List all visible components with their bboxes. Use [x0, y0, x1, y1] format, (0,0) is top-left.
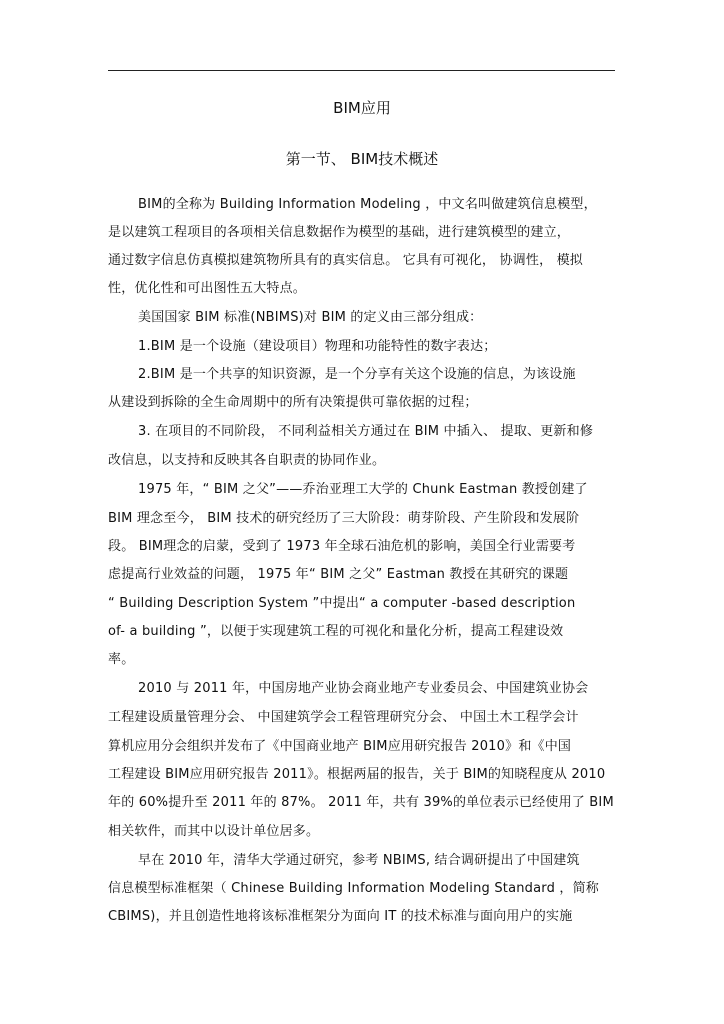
paragraph-line: “ Building Description System ”中提出“ a computer -based description	[108, 596, 576, 611]
paragraph-line: of- a building ”，以便于实现建筑工程的可视化和量化分析，提高工程建设效	[108, 624, 564, 639]
header-rule	[108, 70, 615, 71]
paragraph-line: 从建设到拆除的全生命周期中的所有决策提供可靠依据的过程；	[108, 395, 478, 410]
document-title: BIM应用	[333, 99, 391, 117]
paragraph-line: 工程建设质量管理分会、 中国建筑学会工程管理研究分会、 中国土木工程学会计	[108, 710, 579, 725]
paragraph-line: 相关软件，而其中以设计单位居多。	[108, 824, 320, 839]
paragraph-line: 工程建设 BIM应用研究报告 2011》。根据两届的报告，关于 BIM的知晓程度从 2010	[108, 767, 606, 782]
section-title: 第一节、 BIM技术概述	[285, 150, 439, 168]
paragraph-line: 虑提高行业效益的问题， 1975 年“ BIM 之父” Eastman 教授在其研究的课题	[108, 567, 569, 582]
paragraph-line: 通过数字信息仿真模拟建筑物所具有的真实信息。 它具有可视化， 协调性， 模拟	[108, 253, 583, 268]
paragraph-line: 年的 60%提升至 2011 年的 87%。 2011 年，共有 39%的单位表示已经使用了 BIM	[108, 795, 614, 810]
list-item: 1.BIM 是一个设施（建设项目）物理和功能特性的数字表达；	[138, 339, 497, 354]
paragraph-line: 率。	[108, 652, 135, 667]
paragraph-line: 改信息，以支持和反映其各自职责的协同作业。	[108, 453, 386, 468]
paragraph-line: 美国国家 BIM 标准(NBIMS)对 BIM 的定义由三部分组成：	[138, 310, 483, 325]
paragraph-line: BIM 理念至今， BIM 技术的研究经历了三大阶段：萌芽阶段、产生阶段和发展阶	[108, 511, 580, 526]
paragraph-line: 是以建筑工程项目的各项相关信息数据作为模型的基础，进行建筑模型的建立，	[108, 225, 571, 240]
paragraph-line: 早在 2010 年，清华大学通过研究，参考 NBIMS, 结合调研提出了中国建筑	[138, 853, 580, 868]
paragraph-line: 2010 与 2011 年，中国房地产业协会商业地产专业委员会、中国建筑业协会	[138, 681, 589, 696]
paragraph-line: CBIMS)，并且创造性地将该标准框架分为面向 IT 的技术标准与面向用户的实施	[108, 909, 573, 924]
paragraph-line: 段。 BIM理念的启蒙，受到了 1973 年全球石油危机的影响，美国全行业需要考	[108, 539, 576, 554]
list-item: 3. 在项目的不同阶段， 不同利益相关方通过在 BIM 中插入、 提取、更新和修	[138, 424, 594, 439]
paragraph-line: BIM的全称为 Building Information Modeling ，中文名叫做建筑信息模型，	[138, 197, 597, 212]
paragraph-line: 算机应用分会组织并发布了《中国商业地产 BIM应用研究报告 2010》和《中国	[108, 739, 572, 754]
paragraph-line: 性，优化性和可出图性五大特点。	[108, 281, 307, 296]
paragraph-line: 信息模型标准框架（ Chinese Building Information Modeling Standard ，简称	[108, 881, 599, 896]
list-item: 2.BIM 是一个共享的知识资源，是一个分享有关这个设施的信息，为该设施	[138, 367, 576, 382]
paragraph-line: 1975 年，“ BIM 之父”——乔治亚理工大学的 Chunk Eastman 教授创建了	[138, 482, 588, 497]
